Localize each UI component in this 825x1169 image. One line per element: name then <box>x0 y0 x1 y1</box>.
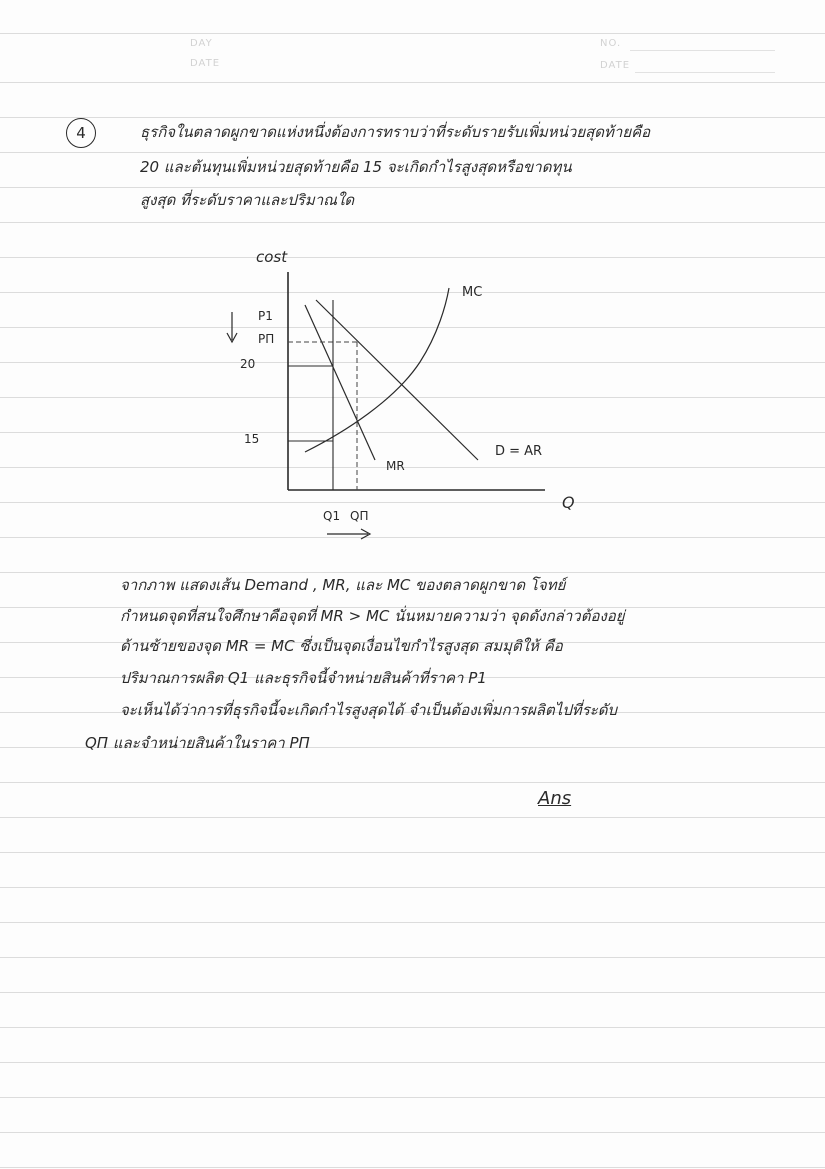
y-axis-label: cost <box>256 248 288 266</box>
header-no-label: NO. <box>600 38 622 49</box>
answer-signoff: Ans <box>538 788 572 809</box>
demand-line <box>316 300 478 460</box>
answer-line-2: กำหนดจุดที่สนใจศึกษาคือจุดที่ MR > MC นั่นหมายความว่า จุดดังกล่าวต้องอยู่ <box>120 607 625 625</box>
y-tick-20: 20 <box>240 357 256 371</box>
answer-line-3: ด้านซ้ายของจุด MR = MC ซึ่งเป็นจุดเงื่อนไขกำไรสูงสุด สมมุติให้ คือ <box>120 637 563 655</box>
demand-line-label: D = AR <box>495 444 543 459</box>
header-date-ghost-label: DATE <box>190 58 221 69</box>
answer-line-4: ปริมาณการผลิต Q1 และธุรกิจนี้จำหน่ายสินค้าที่ราคา P1 <box>120 669 487 687</box>
x-axis-label: Q <box>562 493 575 512</box>
answer-line-5: จะเห็นได้ว่าการที่ธุรกิจนี้จะเกิดกำไรสูงสุดได้ จำเป็นต้องเพิ่มการผลิตไปที่ระดับ <box>120 701 618 719</box>
x-tick-q1: Q1 <box>323 509 341 523</box>
question-line-3: สูงสุด ที่ระดับราคาและปริมาณใด <box>140 191 355 209</box>
answer-line-1: จากภาพ แสดงเส้น Demand , MR, และ MC ของตลาดผูกขาด โจทย์ <box>120 576 566 594</box>
y-tick-p-pi: PΠ <box>258 332 275 346</box>
mr-line <box>305 305 375 460</box>
y-tick-p1: P1 <box>258 309 273 323</box>
question-line-2: 20 และต้นทุนเพิ่มหน่วยสุดท้ายคือ 15 จะเกิดกำไรสูงสุดหรือขาดทุน <box>140 158 572 176</box>
mr-line-label: MR <box>386 459 405 473</box>
question-number: 4 <box>66 118 96 148</box>
y-tick-15: 15 <box>244 432 260 446</box>
header-day-label: DAY <box>190 38 213 49</box>
mc-curve <box>305 288 449 452</box>
mc-curve-label: MC <box>462 285 483 300</box>
header-date-label: DATE <box>600 60 631 71</box>
question-line-1: ธุรกิจในตลาดผูกขาดแห่งหนึ่งต้องการทราบว่าที่ระดับรายรับเพิ่มหน่วยสุดท้ายคือ <box>140 123 651 141</box>
answer-line-6: QΠ และจำหน่ายสินค้าในราคา PΠ <box>85 734 310 752</box>
x-tick-q-pi: QΠ <box>350 509 369 523</box>
